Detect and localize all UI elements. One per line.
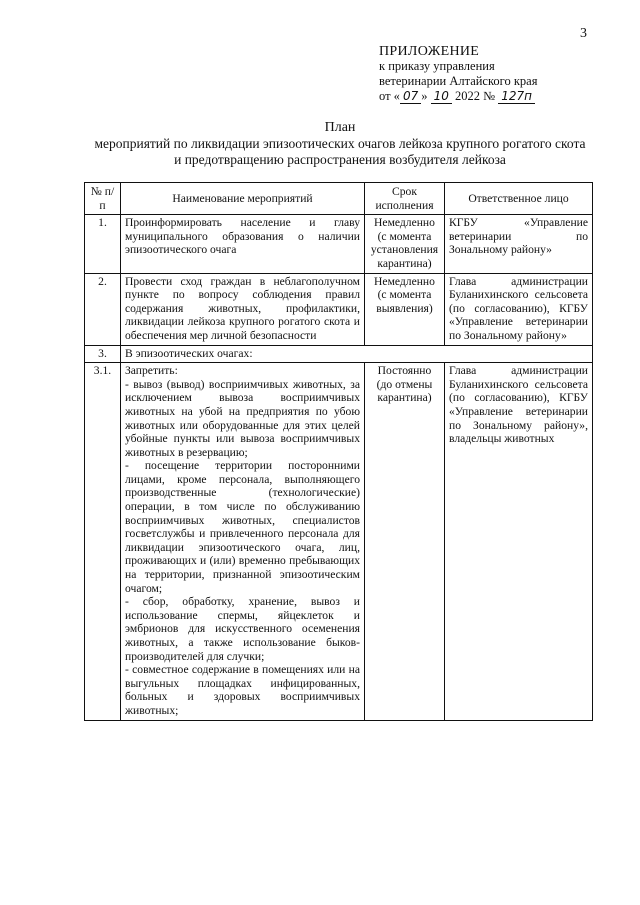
row-resp: Глава администрации Буланихинского сельсовета (по согласованию), КГБУ «Управление ветеринарии по Зональному району», владельцы животных [445,363,593,720]
date-prefix: от « [379,89,400,103]
date-day: 07 [400,89,421,104]
row-name-line: Запретить: [125,364,178,378]
section-row [85,345,593,363]
row-term: Немедленно (с момента выявления) [365,273,445,345]
header-num: № п/п [85,183,121,215]
row-name-line: - вывоз (вывод) восприимчивых животных, за исключением вывоза восприимчивых животных на убой на предприятия по убою животных или оборудованные для этих целей убойные пункты или вывоза восприимчивых животных в резервацию; [125,377,360,459]
row-num: 1. [85,215,121,273]
appendix-line-2: ветеринарии Алтайского края [379,74,538,88]
date-sep: » [421,89,428,103]
row-name-line: - совместное содержание в помещениях или на выгульных площадках инфицированных, больных и здоровых восприимчивых животных; [125,663,360,717]
appendix-block [379,44,537,104]
appendix-date-line [379,89,537,104]
row-num: 3.1. [85,363,121,720]
appendix-title: ПРИЛОЖЕНИЕ [379,44,480,59]
table-row [85,215,593,273]
section-num: 3. [85,345,121,363]
row-name: Провести сход граждан в неблагополучном пункте по вопросу соблюдения правил содержания животных, профилактики, ликвидации лейкоза крупного рогатого скота и обеспечения мер личной безопасности [121,273,365,345]
header-name: Наименование мероприятий [121,183,365,215]
row-name [121,363,365,720]
header-term: Срок исполнения [365,183,445,215]
row-resp: КГБУ «Управление ветеринарии по Зональному району» [445,215,593,273]
appendix-line-1: к приказу управления [379,59,495,73]
plan-line-2: и предотвращению распространения возбудителя лейкоза [174,152,506,167]
plan-line-1: мероприятий по ликвидации эпизоотических очагов лейкоза крупного рогатого скота [94,136,586,151]
plan-heading [60,120,620,168]
doc-number: 127п [498,89,535,104]
table-row [85,363,593,720]
row-num: 2. [85,273,121,345]
plan-table [84,182,593,721]
row-name: Проинформировать население и главу муниципального образования о наличии эпизоотического очага [121,215,365,273]
plan-word: План [324,120,356,135]
table-header-row [85,183,593,215]
row-name-line: - посещение территории посторонними лицами, кроме персонала, выполняющего производственные (технологические) операции, в том числе по обслуживанию восприимчивых животных, специалистов госветслужбы и привлеченного персонала для ликвидации эпизоотического очага, лиц, проживающих и (или) временно пребывающих на территории, признанной эпизоотическим очагом; [125,459,360,595]
date-month: 10 [431,89,452,104]
section-title: В эпизоотических очагах: [121,345,593,363]
row-resp: Глава администрации Буланихинского сельсовета (по согласованию), КГБУ «Управление ветеринарии по Зональному району» [445,273,593,345]
page-number: 3 [580,26,587,41]
row-name-line: - сбор, обработку, хранение, вывоз и использование спермы, яйцеклеток и эмбрионов для искусственного осеменения животных, а также использование быков-производителей для случки; [125,595,360,663]
table-row [85,273,593,345]
row-term: Постоянно (до отмены карантина) [365,363,445,720]
date-year: 2022 № [455,89,496,103]
header-resp: Ответственное лицо [445,183,593,215]
row-term: Немедленно (с момента установления карантина) [365,215,445,273]
